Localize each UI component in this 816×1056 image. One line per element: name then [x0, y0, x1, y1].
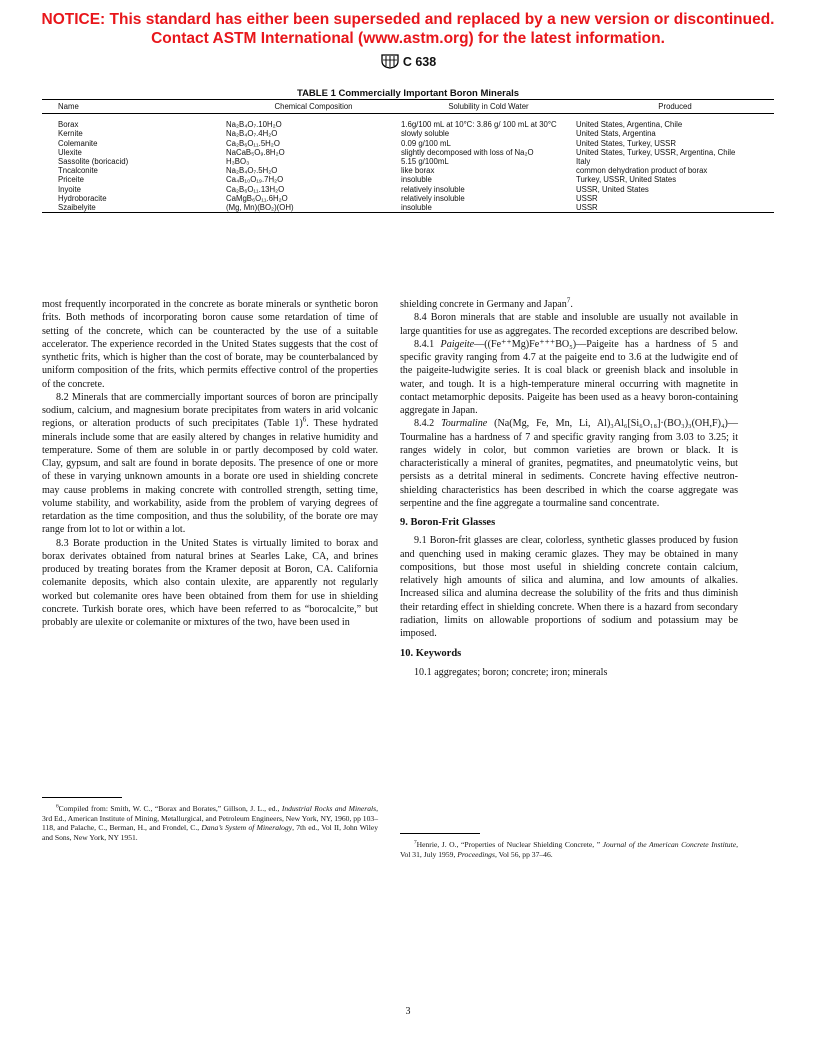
table-row: [42, 148, 774, 157]
table-caption: TABLE 1 Commercially Important Boron Minerals: [296, 88, 520, 99]
table-cell: United States, Turkey, USSR, Argentina, Chile: [576, 147, 736, 157]
supersession-notice: [0, 10, 816, 48]
text: , 7th ed., Vol II, John Wiley and Sons, New York, NY 1951.: [42, 823, 378, 842]
footnote-marker: 6: [56, 803, 59, 810]
footnote-7: [400, 833, 738, 859]
table-cell: (Mg, Mn)(BO₂)(OH): [226, 203, 294, 213]
table-cell: Ulexite: [58, 147, 82, 157]
page-header: [0, 53, 816, 69]
footnote-rule: [42, 797, 122, 798]
table-cell: Ca₂B₆O₁₁.5H₂O: [226, 138, 280, 148]
table-cell: like borax: [401, 166, 435, 176]
mineral-name: Paigeite: [440, 338, 475, 350]
footnote-ref: 6: [302, 415, 307, 424]
text: Journal of the American Concrete Institute: [602, 840, 737, 849]
text: —Tourmaline has a hardness of 7 and specific gravity ranging from 3.03 to 3.25; it ranges widely in color, but common varieties are brown or black. It is characteristically a mineral of granites, pegmatites, and pneumatolytic veins, but persists as a detrital mineral in sediments. Concrete having effective neutron-shielding characteristics has been described in which the coarse aggregate was serpentine and the fine aggregate a tourmaline sand concentrate.: [400, 418, 738, 509]
table-cell: CaMgB₆O₁₁.6H₂O: [226, 193, 288, 203]
column-header: Chemical Composition: [274, 102, 353, 111]
column-header: Name: [58, 102, 79, 111]
section-heading: 10. Keywords: [400, 648, 462, 660]
table-cell: insoluble: [401, 203, 432, 213]
column-header: Solubility in Cold Water: [448, 102, 529, 111]
table-cell: Szaibelyite: [58, 203, 96, 213]
paragraph-10-1: 10.1 aggregates; boron; concrete; iron; minerals: [414, 666, 608, 678]
table-cell: Turkey, USSR, United States: [576, 175, 677, 185]
text: 8.2 Minerals that are commercially important sources of boron are principally sodium, calcium, and magnesium borate precipitates from waters in arid volcanic regions, or alteration products of such precipitates (Table 1): [42, 391, 378, 430]
table-header-row: [42, 100, 774, 114]
left-column: [42, 298, 378, 629]
paragraph-8-2: [42, 391, 378, 537]
table-cell: relatively insoluble: [401, 193, 465, 203]
text: Henrie, J. O., “Properties of Nuclear Shielding Concrete, ”: [416, 840, 603, 849]
footnote-6: [42, 797, 378, 842]
text: . These hydrated minerals include some that are easily altered by changes in relative humidity and temperature. Some of them are soluble in or partly decomposed by cold water. Clay, gypsum, and salt are found in borate deposits. The presence of one or more of these in varying unknown amounts in a borate ore used in shielding concrete may cause problems in making concrete with controlled strength, setting time, volume stability, and workability, aside from the problem of varying degrees of retardation as the time composition, and thus the solubility, of the borate ore may range from lot to lot or within a lot.: [42, 418, 378, 536]
table-cell: United Stats, Argentina: [576, 129, 656, 139]
table-row: [42, 139, 774, 148]
formula: (Na(Mg, Fe, Mn, Li, Al)₃Al₆[Si₆O₁₈]·(BO₃)₃(OH,F)₄): [487, 418, 728, 430]
table-cell: slowly soluble: [401, 129, 450, 139]
table-cell: 0.09 g/100 mL: [401, 138, 451, 148]
table-cell: Na₂B₄O₇.10H₂O: [226, 120, 282, 130]
boron-minerals-table: [42, 99, 774, 213]
table-cell: Ca₂B₆O₁₁.13H₂O: [226, 184, 285, 194]
footnote-marker: 7: [414, 839, 417, 846]
table-cell: Colemanite: [58, 138, 98, 148]
table-cell: USSR: [576, 193, 598, 203]
text: , Vol 56, pp 37–46.: [494, 849, 553, 859]
column-header: Produced: [658, 102, 692, 111]
page-number: 3: [405, 1006, 411, 1017]
table-cell: USSR: [576, 203, 598, 213]
table-cell: NaCaB₅O₉.8H₂O: [226, 147, 285, 157]
table-cell: Inyoite: [58, 184, 81, 194]
text: , 3rd Ed., American Institute of Mining, Metallurgical, and Petroleum Engineers, New York, NY, 1960, pp 103–118, and Palache, C., Berman, H., and Frondel, C.,: [42, 804, 379, 833]
table-cell: United States, Turkey, USSR: [576, 138, 676, 148]
paragraph-9-1: 9.1 Boron-frit glasses are clear, colorless, synthetic glasses produced by fusion and quenching used in making ceramic glazes. They may be obtained in many compositions, but those most useful in shielding concrete contain calcium, relatively high amounts of silica and alumina, and low amounts of alkalies. Increased silica and alumina decrease the solubility of the frits and thus diminish their retarding effect in shielding concrete. When there is a hazard from secondary radiation, limits on allowable proportions of sodium and potassium may be imposed.: [400, 535, 738, 639]
table-cell: Tncalconite: [58, 166, 98, 176]
table-row: [42, 194, 774, 203]
table-cell: Priceite: [58, 175, 84, 185]
table-cell: United States, Argentina, Chile: [576, 120, 683, 130]
table-cell: insoluble: [401, 175, 432, 185]
table-cell: Borax: [58, 120, 79, 130]
paragraph-8-3: 8.3 Borate production in the United States is virtually limited to borax and borax derivates obtained from natural brines at Searles Lake, CA, and brines produced by treating borates from the Kramer deposit at Boron, CA. California colemanite deposits, which also contain ulexite, are apparently not regularly worked but colemanite ores have been obtained from them for use in shielding concrete. Turkish borate ores, which have been referred to as “borocalcite,” but probably are ulexite or colemanite or mixtures of the two, have been used in: [42, 537, 378, 628]
standard-designation: C 638: [402, 55, 437, 69]
table-cell: slightly decomposed with loss of Na₂O: [401, 147, 534, 157]
table-row: [42, 157, 774, 166]
text: Dana’s System of Mineralogy: [201, 823, 293, 833]
mineral-name: Tourmaline: [441, 418, 488, 430]
notice-line-1: NOTICE: This standard has either been superseded and replaced by a new version or discontinued.: [41, 11, 775, 28]
table-row: [42, 203, 774, 213]
table-row: [42, 185, 774, 194]
table-cell: 1.6g/100 mL at 10°C: 3.86 g/ 100 mL at 30°C: [401, 120, 557, 130]
text: shielding concrete in Germany and Japan: [400, 299, 567, 310]
table-row: [42, 175, 774, 184]
formula: —((Fe⁺⁺Mg)Fe⁺⁺⁺BO₅): [474, 338, 577, 350]
section-heading: 9. Boron-Frit Glasses: [400, 517, 496, 528]
table-cell: Sassolite (boricacid): [58, 157, 129, 167]
table-cell: Italy: [576, 157, 591, 167]
text: —Paigeite has a hardness of 5 and specific gravity ranging from 4.7 at the paigeite end to 3.6 at the ludwigite end of the paigeite-ludwigite series. It is coal black or greenish black and insoluble in water, and tough. It is a high-temperature mineral occurring with magnetite in contact metamorphic deposits. Paigeite has been used as a heavy boron-containing aggregate in Japan.: [400, 338, 739, 416]
table-cell: Na₂B₄O₇.4H₂O: [226, 129, 278, 139]
table-row: [42, 114, 774, 130]
footnote-ref: 7: [566, 296, 571, 305]
text: Proceedings: [457, 849, 495, 859]
text: 8.4.1: [414, 338, 441, 350]
text: .: [570, 299, 573, 310]
table-cell: 5.15 g/100mL: [401, 157, 449, 167]
table-cell: Kernite: [58, 129, 83, 139]
table-row: [42, 129, 774, 138]
astm-logo-icon: [380, 53, 400, 69]
table-cell: Na₂B₄O₇.5H₂O: [226, 166, 278, 176]
table-row: [42, 166, 774, 175]
text: 8.4.2: [414, 418, 442, 430]
table-cell: USSR, United States: [576, 184, 649, 194]
paragraph: most frequently incorporated in the concrete as borate minerals or synthetic boron frits. Both methods of incorporating boron cause some retardation of time of setting of the concrete, which can be counteracted by the use of a suitable accelerator. The experience recorded in the United States suggests that the cost of synthetic frits, which is higher than the cost of borate, may be counterbalanced by uniform composition of the frits, which permits effective control of the properties of the concrete.: [42, 299, 378, 390]
paragraph-8-4-2: [400, 417, 738, 510]
text: Compiled from: Smith, W. C., “Borax and Borates,” Gillson, J. L., ed.,: [58, 804, 282, 813]
footnote-rule: [400, 833, 480, 834]
text: , Vol 31, July 1959,: [400, 840, 738, 859]
table-cell: common dehydration product of borax: [576, 166, 708, 176]
right-column: [400, 298, 738, 679]
table-cell: Hydroboracite: [58, 193, 107, 203]
text: Industrial Rocks and Minerals: [281, 804, 377, 813]
table-cell: Ca₄B₁₀O₁₉.7H₂O: [226, 175, 284, 185]
paragraph: [400, 298, 738, 311]
notice-line-2: Contact ASTM International (www.astm.org) for the latest information.: [151, 30, 665, 47]
table-cell: relatively insoluble: [401, 184, 465, 194]
paragraph-8-4: 8.4 Boron minerals that are stable and insoluble are usually not available in large quantities for use as aggregates. The recorded exceptions are described below.: [400, 312, 738, 337]
table-cell: H₃BO₃: [226, 157, 250, 167]
paragraph-8-4-1: [400, 338, 738, 418]
